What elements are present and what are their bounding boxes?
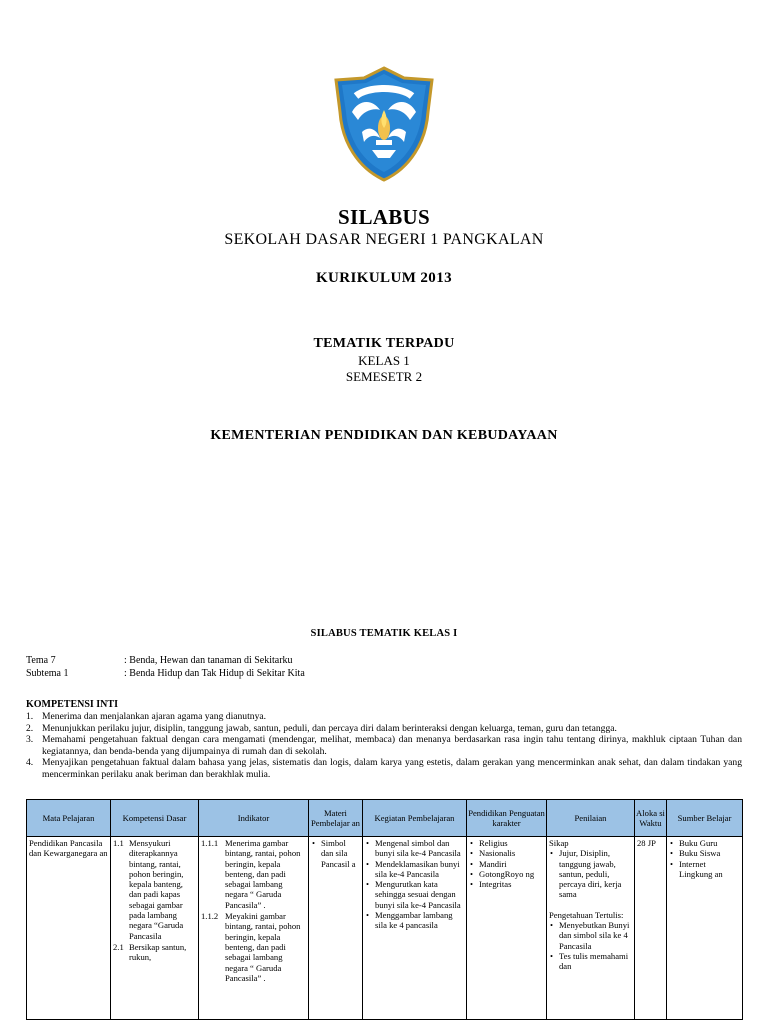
header-sumber: Sumber Belajar	[667, 800, 743, 837]
kompetensi-inti-item	[26, 757, 742, 780]
kd-number: 1.1	[113, 838, 124, 848]
list-item: • Internet Lingkung an	[679, 859, 740, 880]
kompetensi-inti-item	[26, 734, 742, 757]
tema-row	[26, 655, 293, 666]
header-materi: Materi Pembelajar an	[309, 800, 363, 837]
list-item: • Nasionalis	[479, 848, 544, 858]
kd-text: Mensyukuri diterapkannya bintang, rantai, pohon beringin, kepala banteng, dan padi kapas sebagai gambar pada lambang negara “Garuda Pancasila	[129, 838, 184, 941]
subject-label: TEMATIK TERPADU	[313, 336, 455, 351]
list-item: • Mandiri	[479, 859, 544, 869]
list-item: • Mengurutkan kata sehingga sesuai dengan bunyi sila ke-4 Pancasila	[375, 879, 464, 910]
indikator-number: 1.1.2	[201, 911, 219, 922]
karakter-list	[469, 838, 544, 889]
curriculum-label: KURIKULUM 2013	[315, 270, 452, 286]
item-text: Memahami pengetahuan faktual dengan cara mengamati (mendengar, melihat, membaca) dan menanya berdasarkan rasa ingin tahu tentang dirinya, makhluk ciptaan Tuhan dan kegiatannya, dan benda-benda yang dijumpainya di rumah dan di sekolah.	[42, 734, 742, 757]
logo-emblem	[328, 62, 440, 186]
cell-materi	[309, 837, 363, 1020]
subtema-key: Subtema 1	[26, 668, 69, 679]
sumber-list	[669, 838, 740, 879]
list-item: • Simbol dan sila Pancasil a	[321, 838, 360, 869]
section-title: SILABUS TEMATIK KELAS I	[310, 628, 458, 639]
kompetensi-inti-list	[26, 711, 742, 781]
kd-text: Bersikap santun, rukun,	[129, 941, 187, 963]
item-number: 3.	[26, 734, 34, 746]
pengetahuan-list	[549, 920, 632, 971]
indikator-item	[201, 911, 306, 983]
list-item: • Integritas	[479, 879, 544, 889]
cell-mata-pelajaran: Pendidikan Pancasila dan Kewarganegara an	[27, 837, 111, 1020]
cell-penilaian	[547, 837, 635, 1020]
list-item: • Menyebutkan Bunyi dan simbol sila ke 4 Pancasila	[559, 920, 632, 951]
header-indikator: Indikator	[199, 800, 309, 837]
subtema-row	[26, 668, 305, 679]
cell-karakter	[467, 837, 547, 1020]
item-number: 2.	[26, 722, 34, 734]
kd-number: 2.1	[113, 941, 124, 952]
sikap-label: Sikap	[549, 838, 569, 848]
grade-label: KELAS 1	[358, 353, 410, 368]
school-name: SEKOLAH DASAR NEGERI 1 PANGKALAN	[224, 231, 544, 248]
indikator-text: Menerima gambar bintang, rantai, pohon beringin, kepala benteng, dan padi sebagai lambang negara “ Garuda Pancasila” .	[225, 838, 301, 910]
sikap-list	[549, 848, 632, 899]
tema-value: : Benda, Hewan dan tanaman di Sekitarku	[124, 655, 293, 666]
cell-sumber	[667, 837, 743, 1020]
ministry-label: KEMENTERIAN PENDIDIKAN DAN KEBUDAYAAN	[210, 428, 558, 443]
syllabus-table	[26, 799, 743, 1020]
item-text: Menyajikan pengetahuan faktual dalam bahasa yang jelas, sistematis dan logis, dalam karya yang estetis, dalam gerakan yang mencerminkan anak sehat, dan dalam tindakan yang mencerminkan perilaku anak beriman dan berakhlak mulia.	[42, 757, 742, 780]
kompetensi-inti-item	[26, 711, 742, 723]
kd-item	[113, 838, 196, 941]
cell-alokasi: 28 JP	[635, 837, 667, 1020]
list-item: • Mengenal simbol dan bunyi sila ke-4 Pancasila	[375, 838, 464, 859]
cell-indikator	[199, 837, 309, 1020]
tema-key: Tema 7	[26, 655, 56, 666]
list-item: • Buku Guru	[679, 838, 740, 848]
header-karakter: Pendidikan Penguatan karakter	[467, 800, 547, 837]
indikator-item	[201, 838, 306, 910]
cell-kompetensi-dasar	[111, 837, 199, 1020]
header-kompetensi-dasar: Kompetensi Dasar	[111, 800, 199, 837]
indikator-number: 1.1.1	[201, 838, 219, 848]
tut-wuri-handayani-logo	[328, 62, 440, 186]
spacer	[549, 900, 632, 910]
list-item: • Menggambar lambang sila ke 4 pancasila	[375, 910, 464, 931]
cell-kegiatan	[363, 837, 467, 1020]
item-number: 1.	[26, 711, 34, 722]
document-title: SILABUS	[338, 205, 430, 229]
table-header-row	[27, 800, 743, 837]
header-alokasi: Aloka si Waktu	[635, 800, 667, 837]
list-item: • Jujur, Disiplin, tanggung jawab, santun, peduli, percaya diri, kerja sama	[559, 848, 632, 899]
list-item: • GotongRoyo ng	[479, 869, 544, 879]
pengetahuan-label: Pengetahuan Tertulis:	[549, 909, 624, 920]
header-mata-pelajaran: Mata Pelajaran	[27, 800, 111, 837]
item-number: 4.	[26, 757, 34, 769]
header-penilaian: Penilaian	[547, 800, 635, 837]
list-item: • Religius	[479, 838, 544, 848]
kegiatan-list	[365, 838, 464, 931]
header-kegiatan: Kegiatan Pembelajaran	[363, 800, 467, 837]
materi-list	[311, 838, 360, 869]
item-text: Menunjukkan perilaku jujur, disiplin, tanggung jawab, santun, peduli, dan percaya diri dalam berinteraksi dengan keluarga, teman, guru dan tetangga.	[42, 722, 617, 734]
list-item: • Tes tulis memahami dan	[559, 951, 632, 972]
item-text: Menerima dan menjalankan ajaran agama yang dianutnya.	[42, 711, 267, 722]
table-row	[27, 837, 743, 1020]
list-item: • Mendeklamasikan bunyi sila ke-4 Pancasila	[375, 859, 464, 880]
subtema-value: : Benda Hidup dan Tak Hidup di Sekitar Kita	[124, 668, 305, 679]
semester-label: SEMESETR 2	[345, 369, 423, 384]
kompetensi-inti-heading: KOMPETENSI INTI	[26, 699, 118, 710]
indikator-text: Meyakini gambar bintang, rantai, pohon beringin, kepala benteng, dan padi sebagai lambang negara “ Garuda Pancasila” .	[225, 911, 301, 983]
kompetensi-inti-item	[26, 723, 742, 735]
list-item: • Buku Siswa	[679, 848, 740, 858]
kd-item	[113, 942, 196, 963]
